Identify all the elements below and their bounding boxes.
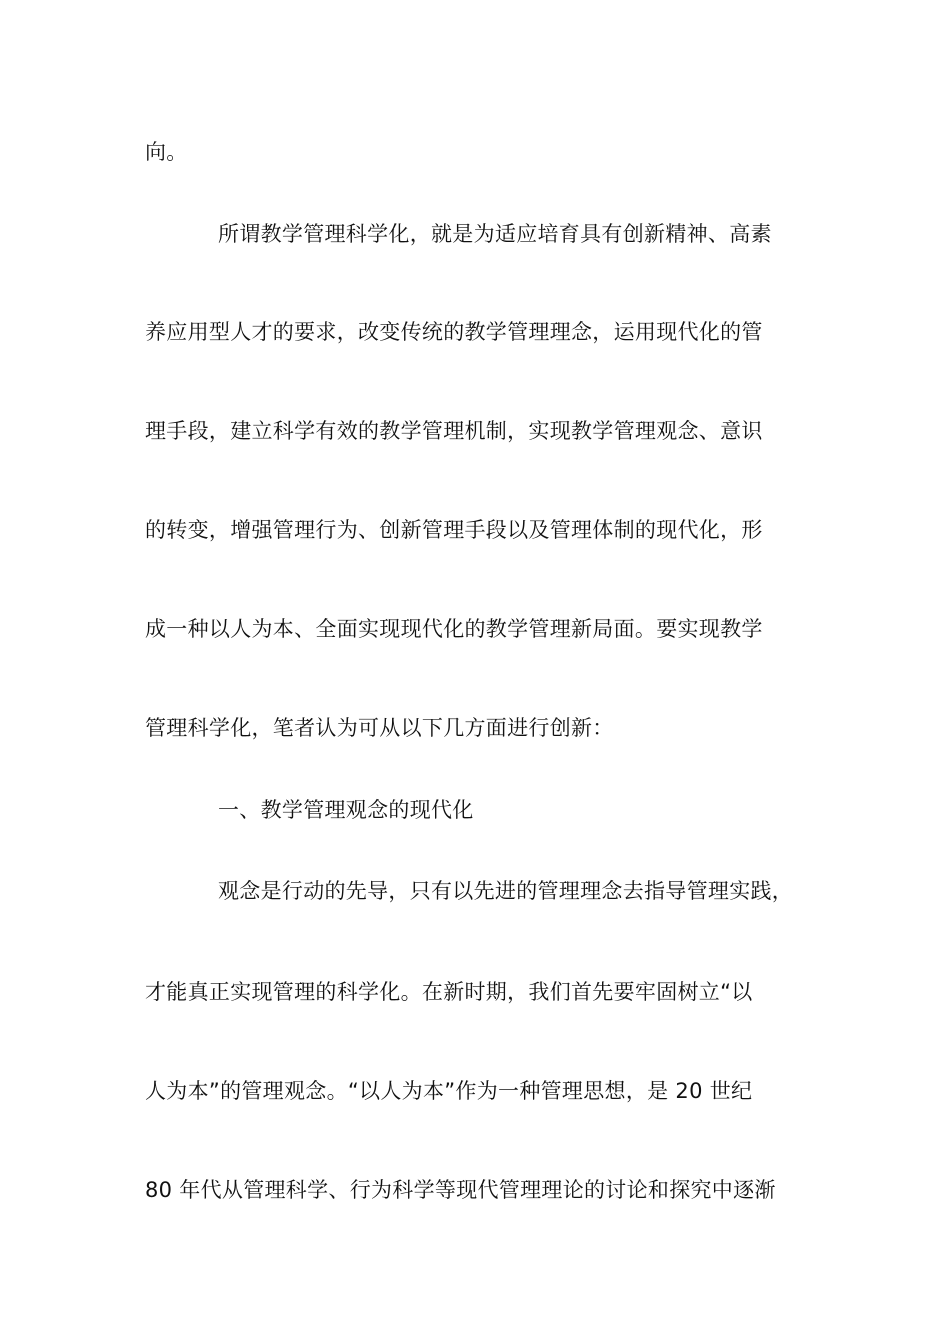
text-line: 向。 [145,140,188,164]
text-line: 管理科学化，笔者认为可从以下几方面进行创新： [145,716,614,740]
text-line: 养应用型人才的要求，改变传统的教学管理理念，运用现代化的管 [145,320,763,344]
text-line: 才能真正实现管理的科学化。在新时期，我们首先要牢固树立“以 [145,980,753,1004]
paragraph-start-line: 观念是行动的先导，只有以先进的管理理念去指导管理实践， [218,879,794,903]
text-line: 80 年代从管理科学、行为科学等现代管理理论的讨论和探究中逐渐 [145,1178,776,1202]
section-heading: 一、教学管理观念的现代化 [218,798,474,822]
text-line: 的转变，增强管理行为、创新管理手段以及管理体制的现代化，形 [145,518,763,542]
paragraph-start-line: 所谓教学管理科学化，就是为适应培育具有创新精神、高素 [218,222,772,246]
text-line: 理手段，建立科学有效的教学管理机制，实现教学管理观念、意识 [145,419,763,443]
text-line: 成一种以人为本、全面实现现代化的教学管理新局面。要实现教学 [145,617,763,641]
text-line: 人为本”的管理观念。“以人为本”作为一种管理思想，是 20 世纪 [145,1079,753,1103]
